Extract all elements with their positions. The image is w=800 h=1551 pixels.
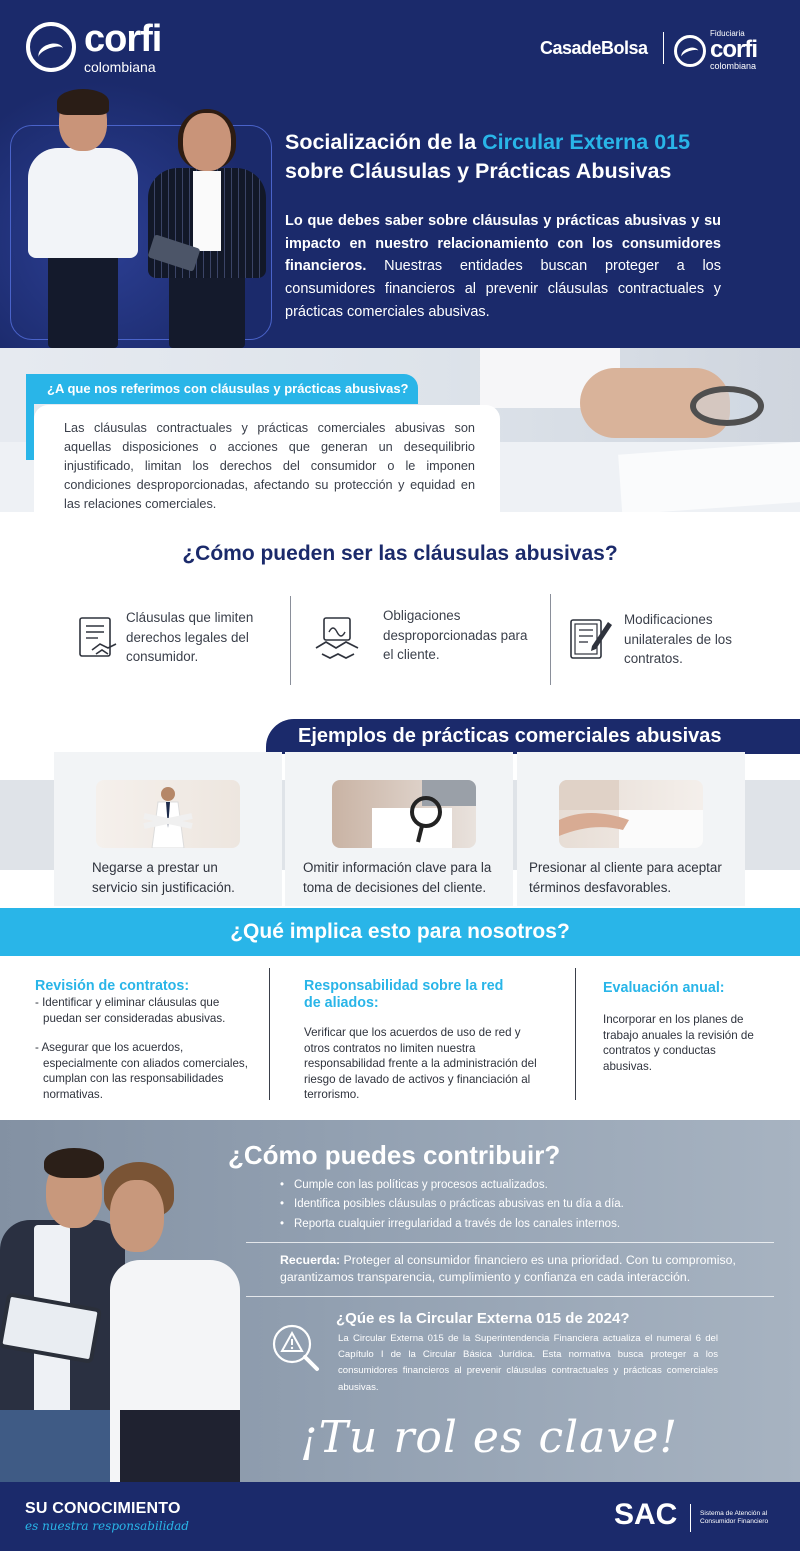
example-card	[517, 752, 745, 906]
implication-heading: Evaluación anual:	[603, 980, 725, 996]
refusing-man-image	[96, 780, 240, 848]
document-handshake-icon	[76, 614, 122, 664]
clause-text: Modificaciones unilaterales de los contratos.	[624, 612, 732, 666]
clause-item	[314, 596, 534, 684]
examples-title: Ejemplos de prácticas comerciales abusivas	[298, 725, 722, 747]
pressure-contract-image	[559, 780, 703, 848]
divider	[246, 1296, 774, 1297]
woman-photo	[100, 1160, 245, 1482]
implication-heading: Responsabilidad sobre la red de aliados:	[304, 978, 504, 1011]
intro-bold: Lo que debes saber sobre cláusulas y prácticas abusivas y su impacto en nuestro relacionamiento con los consumidores financieros.	[285, 213, 721, 275]
remember-label: Recuerda:	[280, 1253, 341, 1267]
divider	[290, 596, 291, 685]
hero-people-photo	[20, 90, 270, 348]
contribute-list	[280, 1176, 624, 1234]
remember-text: Recuerda: Proteger al consumidor financiero es una prioridad. Con tu compromiso, garantizamos transparencia, cumplimiento y confianza en cada interacción.	[280, 1253, 736, 1284]
clause-text: Obligaciones desproporcionadas para el cliente.	[383, 608, 528, 662]
definition-text: Las cláusulas contractuales y prácticas comerciales abusivas son aquellas disposiciones o acciones que generan un desequilibrio injustificado, limitan los derechos del consumidor o le imponen condiciones desproporcionadas, afectando su protección y equidad en las relaciones comerciales.	[64, 421, 475, 511]
clause-item	[568, 596, 768, 684]
title-highlight: Circular Externa 015	[482, 130, 691, 154]
page-title: Socialización de la Circular Externa 015 sobre Cláusulas y Prácticas Abusivas	[285, 130, 691, 183]
fiduciaria-logo-icon	[674, 35, 706, 67]
implication-text: Verificar que los acuerdos de uso de red y otros contratos no limiten nuestra responsabilidad frente a la administración del riesgo de lavado de activos y financiación al terrorismo.	[304, 1026, 537, 1102]
logo-divider	[663, 32, 664, 64]
footer-slogan: SU CONOCIMIENTO	[25, 1500, 181, 1517]
divider	[575, 968, 576, 1100]
intro-text	[285, 210, 721, 324]
divider	[269, 968, 270, 1100]
corfi-logo-sub: colombiana	[84, 59, 156, 75]
fiduciaria-label: Fiduciaria	[710, 29, 745, 38]
definition-heading: ¿A que nos referimos con cláusulas y prácticas abusivas?	[47, 381, 409, 396]
example-text: Presionar al cliente para aceptar términos desfavorables.	[529, 860, 722, 895]
implication-text: Incorporar en los planes de trabajo anuales la revisión de contratos y conductas abusivas.	[603, 1013, 754, 1073]
fiduciaria-brand: corfi	[710, 36, 758, 63]
man-figure	[28, 93, 138, 348]
clause-text: Cláusulas que limiten derechos legales del consumidor.	[126, 610, 254, 664]
example-text: Omitir información clave para la toma de decisiones del cliente.	[303, 860, 492, 895]
list-item: • Cumple con las políticas y procesos actualizados.	[280, 1176, 624, 1195]
example-text: Negarse a prestar un servicio sin justificación.	[92, 860, 235, 895]
clause-item	[76, 596, 276, 684]
magnifier-reading-image	[332, 780, 476, 848]
definition-accent-bar	[26, 404, 34, 460]
woman-figure	[148, 113, 266, 348]
divider	[246, 1242, 774, 1243]
casa-de-bolsa-logo[interactable]: CasadeBolsa	[540, 38, 648, 58]
document-pen-icon	[568, 614, 614, 664]
closing-slogan: ¡Tu rol es clave!	[300, 1412, 679, 1463]
contract-handshake-icon	[314, 614, 360, 664]
list-item: • Reporta cualquier irregularidad a través de los canales internos.	[280, 1215, 624, 1234]
example-card	[54, 752, 282, 906]
contribute-title: ¿Cómo puedes contribuir?	[228, 1140, 561, 1170]
sac-logo[interactable]: SAC	[614, 1498, 678, 1531]
implications-title: ¿Qué implica esto para nosotros?	[230, 920, 570, 943]
corfi-logo[interactable]	[26, 20, 161, 74]
divider	[550, 594, 551, 685]
fiduciaria-sub: colombiana	[710, 61, 757, 71]
example-card	[285, 752, 513, 906]
corfi-logo-icon	[26, 22, 76, 72]
list-item: • Identifica posibles cláusulas o prácticas abusivas en tu día a día.	[280, 1195, 624, 1214]
intro-rest: Nuestras entidades buscan proteger a los consumidores financieros al prevenir cláusulas contractuales y prácticas comerciales abusivas.	[285, 258, 721, 320]
warning-search-icon	[270, 1322, 320, 1372]
corfi-logo-name: corfi	[84, 18, 162, 60]
clauses-title: ¿Cómo pueden ser las cláusulas abusivas?	[182, 542, 618, 565]
implication-text	[35, 995, 250, 1117]
magnifying-glass-icon	[690, 386, 764, 426]
implication-heading: Revisión de contratos:	[35, 978, 190, 994]
sac-description: Sistema de Atención al Consumidor Financiero	[700, 1510, 769, 1525]
circular-question-text: La Circular Externa 015 de la Superintendencia Financiera actualiza el numeral 6 del Capítulo I de la Circular Básica Jurídica. Esta normativa busca proteger a los consumidores financieros al prevenir cláusulas contractuales y prácticas comerciales abusivas.	[338, 1333, 718, 1393]
implication-item: - Identificar y eliminar cláusulas que puedan ser consideradas abusivas.	[35, 996, 226, 1025]
divider	[690, 1504, 691, 1532]
footer-slogan-sub: es nuestra responsabilidad	[25, 1519, 189, 1533]
implication-item: - Asegurar que los acuerdos, especialmente con aliados comerciales, cumplan con las responsabilidades normativas.	[35, 1041, 248, 1101]
circular-question-title: ¿Qúe es la Circular Externa 015 de 2024?	[336, 1310, 630, 1327]
fiduciaria-logo[interactable]	[674, 30, 757, 71]
